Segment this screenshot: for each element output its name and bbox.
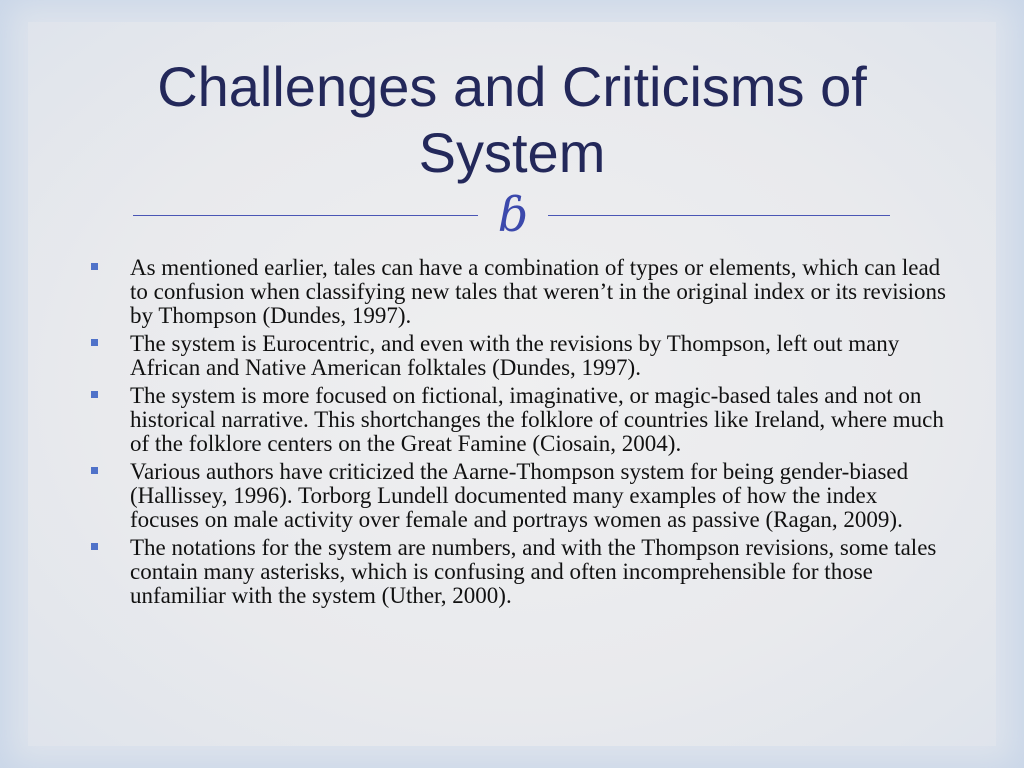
fleuron-ornament-icon: ɓ: [497, 187, 529, 243]
bullet-item: [86, 460, 946, 532]
bullet-text: The notations for the system are numbers, and with the Thompson revisions, some tales contain many asterisks, which is confusing and often incomprehensible for those unfamiliar with the system (Uther, 2000).: [130, 535, 937, 608]
bullet-item: [86, 332, 946, 380]
square-bullet-icon: [91, 467, 98, 474]
title-divider-left: [133, 215, 478, 216]
bullet-text: As mentioned earlier, tales can have a combination of types or elements, which can lead to confusion when classifying new tales that weren’t in the original index or its revisions by Thompson (Dundes, 1997).: [130, 255, 946, 328]
bullet-text: The system is more focused on fictional, imaginative, or magic-based tales and not on historical narrative. This shortchanges the folklore of countries like Ireland, where much of the folklore centers on the Great Famine (Ciosain, 2004).: [130, 383, 944, 456]
slide-title: Challenges and Criticisms of System: [157, 55, 867, 184]
bullet-item: [86, 536, 946, 608]
square-bullet-icon: [91, 263, 98, 270]
square-bullet-icon: [91, 339, 98, 346]
title-divider-right: [548, 215, 890, 216]
bullet-item: [86, 384, 946, 456]
bullet-item: [86, 256, 946, 328]
bullet-list: [86, 256, 946, 612]
square-bullet-icon: [91, 543, 98, 550]
bullet-text: Various authors have criticized the Aarne-Thompson system for being gender-biased (Hallissey, 1996). Torborg Lundell documented many examples of how the index focuses on male activity over female and portrays women as passive (Ragan, 2009).: [130, 459, 909, 532]
square-bullet-icon: [91, 391, 98, 398]
bullet-text: The system is Eurocentric, and even with the revisions by Thompson, left out many African and Native American folktales (Dundes, 1997).: [130, 331, 900, 380]
